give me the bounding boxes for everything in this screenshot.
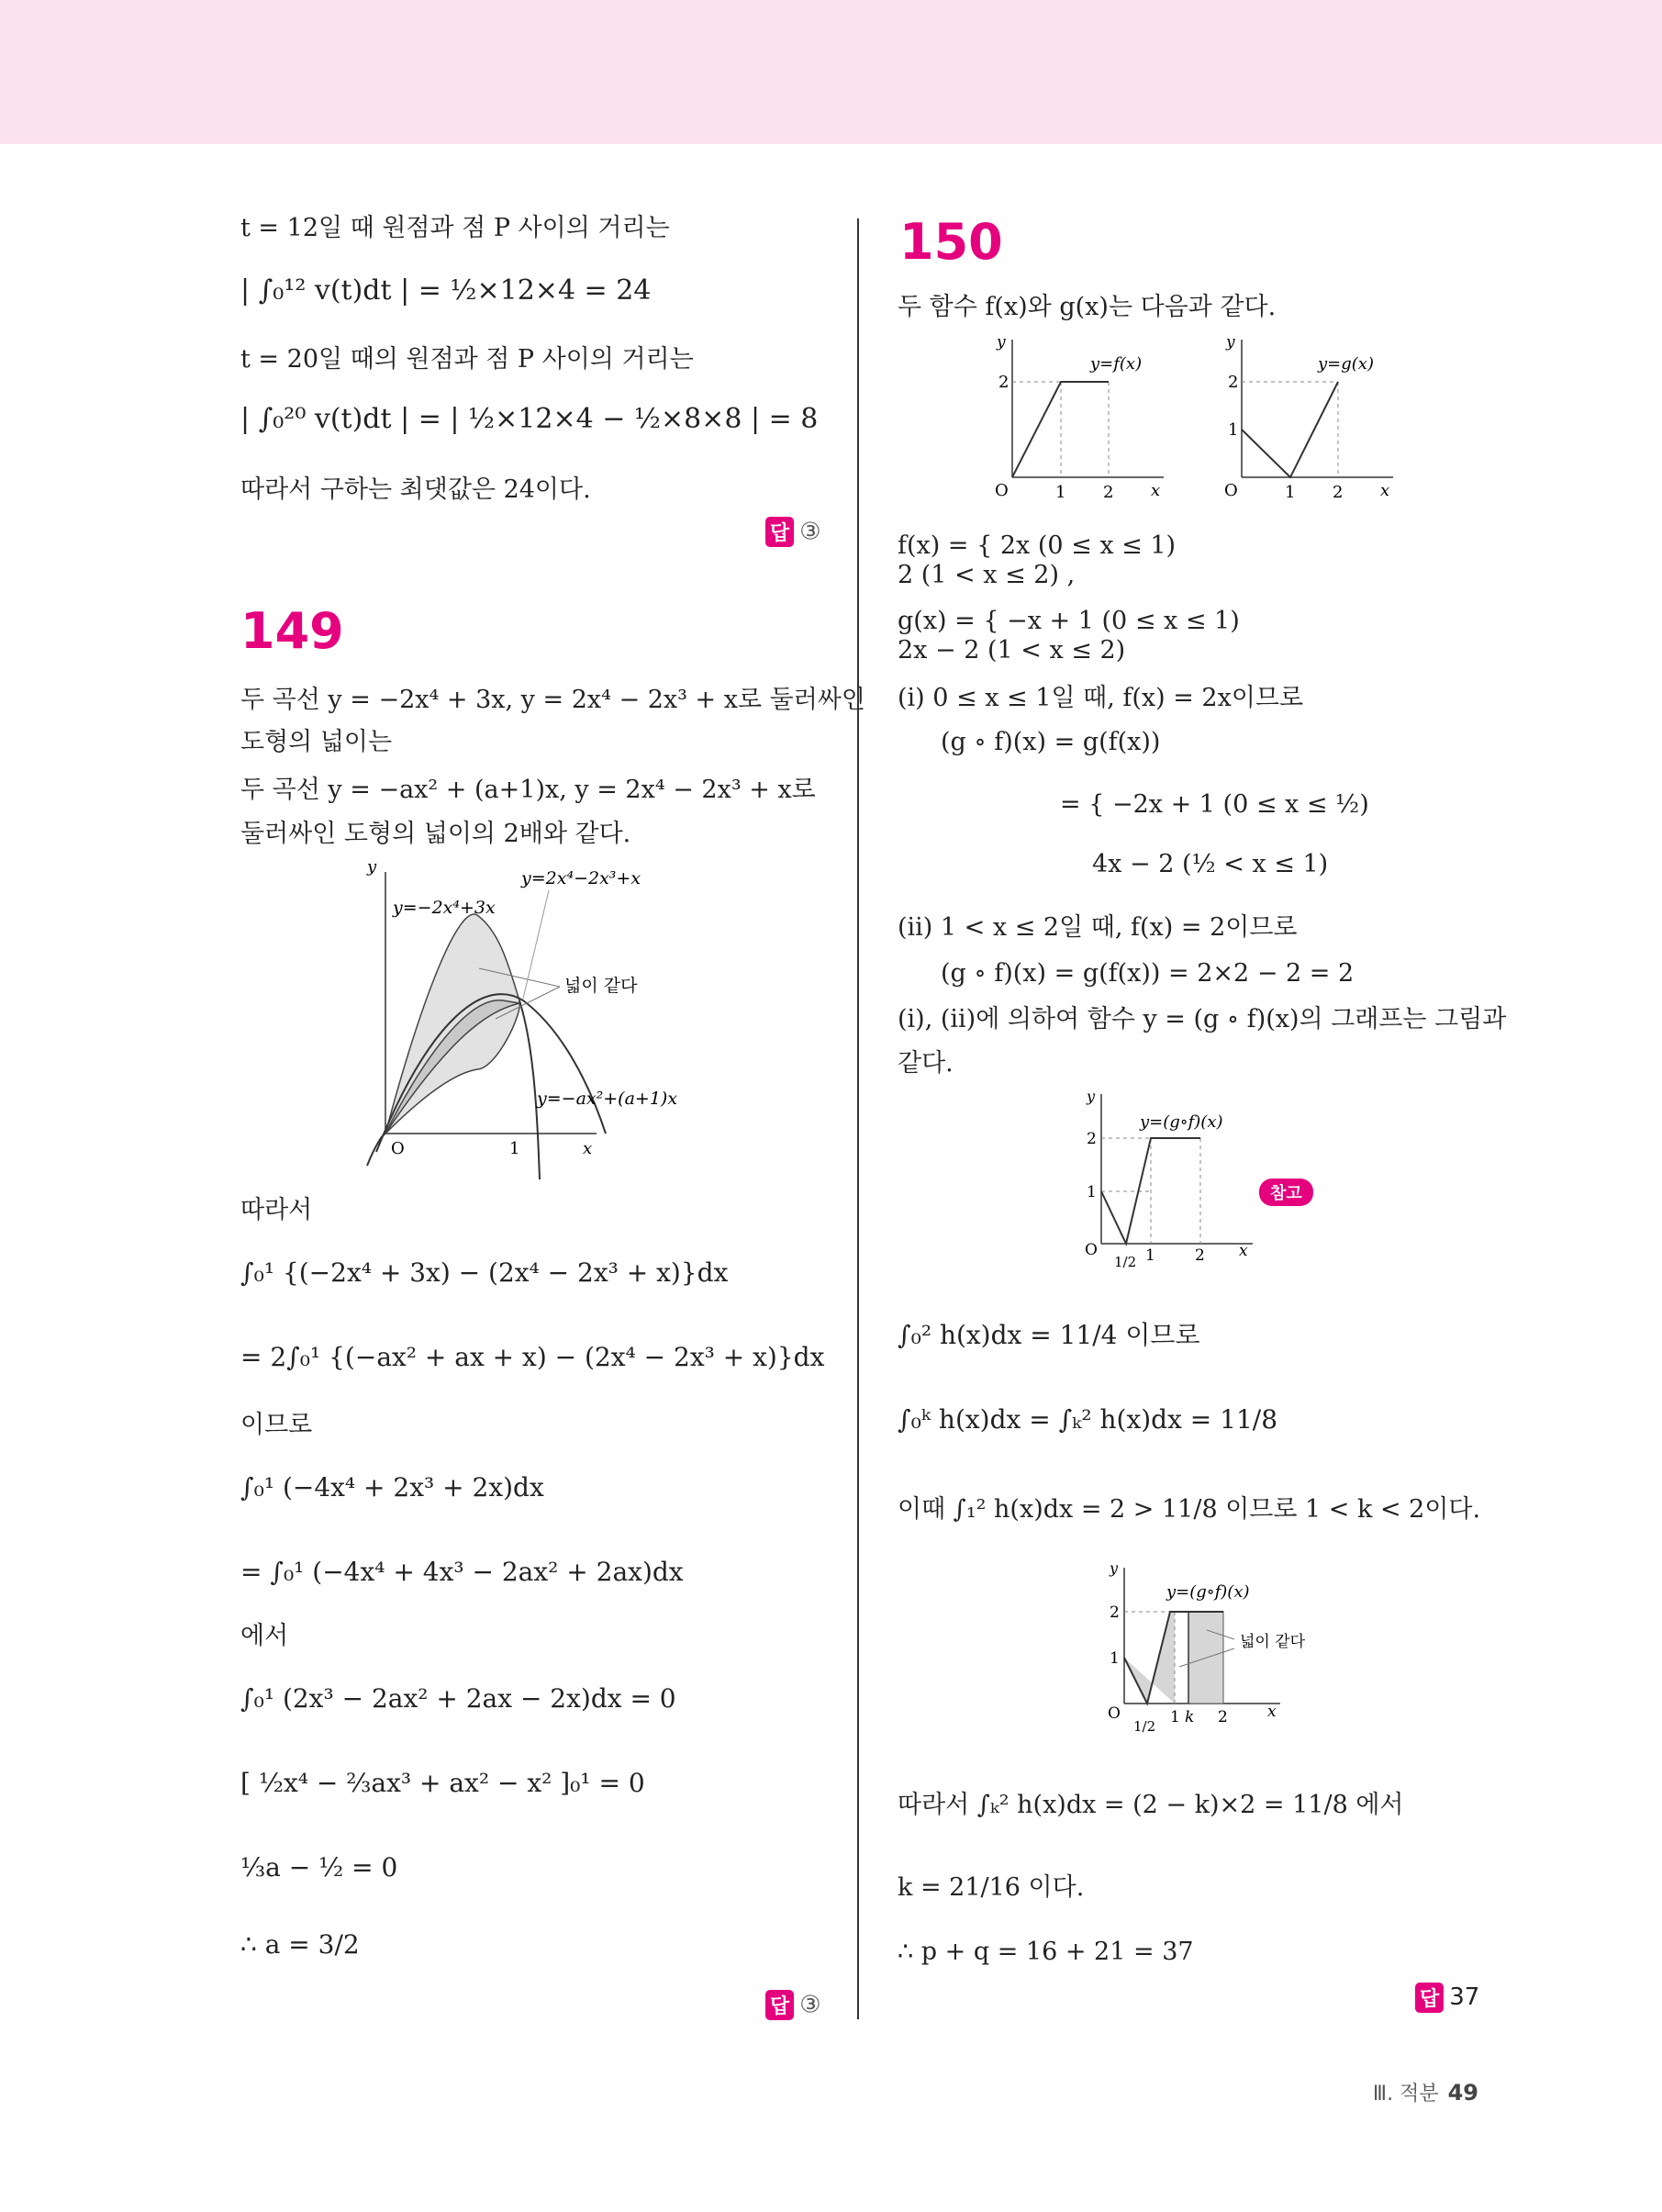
graph-g-xaxis: x — [1380, 481, 1390, 500]
graph-149-label-curve3: y=−ax²+(a+1)x — [537, 1089, 678, 1109]
graph-gf2-tk: k — [1185, 1708, 1195, 1726]
graph-g-t2: 2 — [1333, 483, 1344, 502]
p149-work-1: 따라서 — [240, 1196, 313, 1224]
problem-number-149: 149 — [240, 602, 344, 660]
graph-gf-label: y=(g∘f)(x) — [1140, 1112, 1223, 1132]
graph-gf2-half: 1/2 — [1133, 1718, 1156, 1735]
case-6: (g ∘ f)(x) = g(f(x)) = 2×2 − 2 = 2 — [941, 959, 1355, 988]
graph-gf-y2: 2 — [1087, 1130, 1097, 1148]
def-f-2: 2 (1 < x ≤ 2) , — [898, 561, 1076, 589]
graph-149-yaxis: y — [367, 857, 377, 877]
reference-badge: 참고 — [1259, 1179, 1313, 1206]
graph-149-origin: O — [391, 1139, 405, 1158]
def-g-2: 2x − 2 (1 < x ≤ 2) — [898, 636, 1126, 665]
graph-gf2-equal: 넓이 같다 — [1240, 1633, 1306, 1651]
answer-tag: 답 — [765, 517, 794, 547]
graph-149-label-curve1: y=−2x⁴+3x — [393, 898, 496, 918]
graph-g-y2: 2 — [1228, 373, 1239, 392]
graph-149-tick1: 1 — [509, 1139, 520, 1158]
answer-value: ③ — [799, 1991, 821, 2019]
graph-149-label-equal: 넓이 같다 — [564, 976, 638, 996]
graph-g-origin: O — [1224, 481, 1238, 500]
graph-g-guides — [1242, 382, 1338, 477]
left-line-4: | ∫₀²⁰ v(t)dt | = | ½×12×4 − ½×8×8 | = 8 — [240, 403, 819, 435]
answer-value: ③ — [799, 518, 821, 546]
graph-f-t1: 1 — [1055, 483, 1066, 502]
graph-gf-xaxis: x — [1239, 1242, 1248, 1260]
left-line-5: 따라서 구하는 최댓값은 24이다. — [240, 475, 591, 504]
graph-gf-yaxis: y — [1087, 1088, 1096, 1105]
graph-f-guides — [1012, 382, 1109, 477]
graph-f-y2: 2 — [998, 373, 1009, 392]
graph-gf-half: 1/2 — [1114, 1254, 1137, 1270]
graph-gf-t1: 1 — [1145, 1246, 1155, 1265]
graph-gf2-yaxis: y — [1110, 1559, 1119, 1577]
answer-149 — [765, 1990, 821, 2020]
left-line-3: t = 20일 때의 원점과 점 P 사이의 거리는 — [240, 345, 694, 374]
graph-f-origin: O — [995, 481, 1009, 500]
answer-tag: 답 — [765, 1990, 794, 2020]
footer-section: Ⅲ. 적분 — [1372, 2083, 1439, 2106]
case-4: 4x − 2 (½ < x ≤ 1) — [1092, 850, 1329, 878]
graph-gf2 — [1097, 1557, 1306, 1759]
graph-f — [980, 330, 1173, 509]
graph-f-xaxis: x — [1151, 481, 1161, 500]
graph-g-t1: 1 — [1285, 483, 1296, 502]
left-line-2: | ∫₀¹² v(t)dt | = ½×12×4 = 24 — [240, 274, 652, 307]
case-3: = { −2x + 1 (0 ≤ x ≤ ½) — [1060, 790, 1369, 819]
p149-work-8: ∫₀¹ (2x³ − 2ax² + 2ax − 2x)dx = 0 — [240, 1683, 676, 1714]
graph-149-label-curve2: y=2x⁴−2x³+x — [521, 868, 641, 888]
graph-149 — [340, 858, 725, 1184]
p149-work-3: = 2∫₀¹ {(−ax² + ax + x) − (2x⁴ − 2x³ + x)}dx — [240, 1342, 825, 1372]
p149-line-1: 두 곡선 y = −2x⁴ + 3x, y = 2x⁴ − 2x³ + x로 둘러싸인 — [240, 686, 865, 714]
page-footer — [1373, 2078, 1478, 2106]
p149-work-5: ∫₀¹ (−4x⁴ + 2x³ + 2x)dx — [240, 1472, 544, 1503]
graph-gf — [1074, 1083, 1257, 1290]
p149-work-10: ⅓a − ½ = 0 — [240, 1852, 398, 1882]
column-divider — [857, 218, 859, 2019]
graph-gf2-y2: 2 — [1110, 1603, 1120, 1622]
p149-work-6: = ∫₀¹ (−4x⁴ + 4x³ − 2ax² + 2ax)dx — [240, 1557, 684, 1587]
case-7: (i), (ii)에 의하여 함수 y = (g ∘ f)(x)의 그래프는 그림과 — [898, 1005, 1507, 1033]
graph-gf2-label: y=(g∘f)(x) — [1166, 1582, 1250, 1602]
graph-g-y1: 1 — [1228, 420, 1239, 440]
final-3: ∴ p + q = 16 + 21 = 37 — [898, 1938, 1194, 1966]
final-2: k = 21/16 이다. — [898, 1873, 1085, 1902]
left-line-1: t = 12일 때 원점과 점 P 사이의 거리는 — [240, 214, 670, 242]
def-g-1: g(x) = { −x + 1 (0 ≤ x ≤ 1) — [898, 607, 1240, 635]
graph-gf-guides — [1101, 1138, 1200, 1244]
graph-gf2-t1: 1 — [1170, 1708, 1180, 1726]
p149-work-2: ∫₀¹ {(−2x⁴ + 3x) − (2x⁴ − 2x³ + x)}dx — [240, 1257, 729, 1288]
graph-gf2-xaxis: x — [1267, 1703, 1277, 1721]
answer-tag: 답 — [1415, 1983, 1444, 2013]
answer-prev — [765, 517, 821, 547]
graph-g-yaxis: y — [1226, 333, 1235, 352]
graph-gf2-origin: O — [1108, 1704, 1121, 1723]
integral-2: ∫₀ᵏ h(x)dx = ∫ₖ² h(x)dx = 11/8 — [898, 1404, 1278, 1435]
p149-work-9: [ ½x⁴ − ⅔ax³ + ax² − x² ]₀¹ = 0 — [240, 1768, 645, 1798]
p149-line-2: 도형의 넓이는 — [240, 728, 393, 756]
graph-f-yaxis: y — [997, 333, 1006, 352]
case-5: (ii) 1 < x ≤ 2일 때, f(x) = 2이므로 — [898, 913, 1298, 942]
header-band — [0, 0, 1662, 144]
graph-gf2-t2: 2 — [1218, 1708, 1228, 1726]
graph-gf-t2: 2 — [1195, 1246, 1205, 1265]
integral-3: 이때 ∫₁² h(x)dx = 2 > 11/8 이므로 1 < k < 2이다. — [898, 1495, 1481, 1524]
case-1: (i) 0 ≤ x ≤ 1일 때, f(x) = 2x이므로 — [898, 684, 1304, 712]
def-f-1: f(x) = { 2x (0 ≤ x ≤ 1) — [898, 531, 1177, 560]
graph-gf-y1: 1 — [1087, 1183, 1097, 1201]
graph-149-xaxis: x — [583, 1139, 593, 1158]
p149-work-7: 에서 — [240, 1622, 289, 1650]
p149-work-4: 이므로 — [240, 1411, 313, 1439]
problem-number-150: 150 — [899, 213, 1003, 271]
p149-work-11: ∴ a = 3/2 — [240, 1929, 360, 1960]
answer-value: 37 — [1449, 1983, 1480, 2011]
answer-150 — [1415, 1983, 1479, 2013]
p149-line-3: 두 곡선 y = −ax² + (a+1)x, y = 2x⁴ − 2x³ + x로 — [240, 776, 816, 804]
p149-line-4: 둘러싸인 도형의 넓이의 2배와 같다. — [240, 820, 631, 848]
integral-1: ∫₀² h(x)dx = 11/4 이므로 — [898, 1320, 1200, 1350]
graph-g-line — [1242, 382, 1338, 477]
graph-gf-origin: O — [1085, 1241, 1098, 1259]
case-2: (g ∘ f)(x) = g(f(x)) — [941, 728, 1161, 756]
graph-f-label: y=f(x) — [1090, 354, 1143, 374]
graph-g — [1210, 330, 1402, 509]
case-8: 같다. — [898, 1049, 954, 1078]
graph-g-label: y=g(x) — [1318, 354, 1374, 374]
graph-f-t2: 2 — [1103, 483, 1114, 502]
graph-gf2-y1: 1 — [1110, 1649, 1120, 1668]
graph-149-leader-3 — [523, 890, 549, 999]
page-number: 49 — [1447, 2080, 1478, 2106]
p150-intro: 두 함수 f(x)와 g(x)는 다음과 같다. — [898, 293, 1277, 321]
final-1: 따라서 ∫ₖ² h(x)dx = (2 − k)×2 = 11/8 에서 — [898, 1791, 1404, 1819]
